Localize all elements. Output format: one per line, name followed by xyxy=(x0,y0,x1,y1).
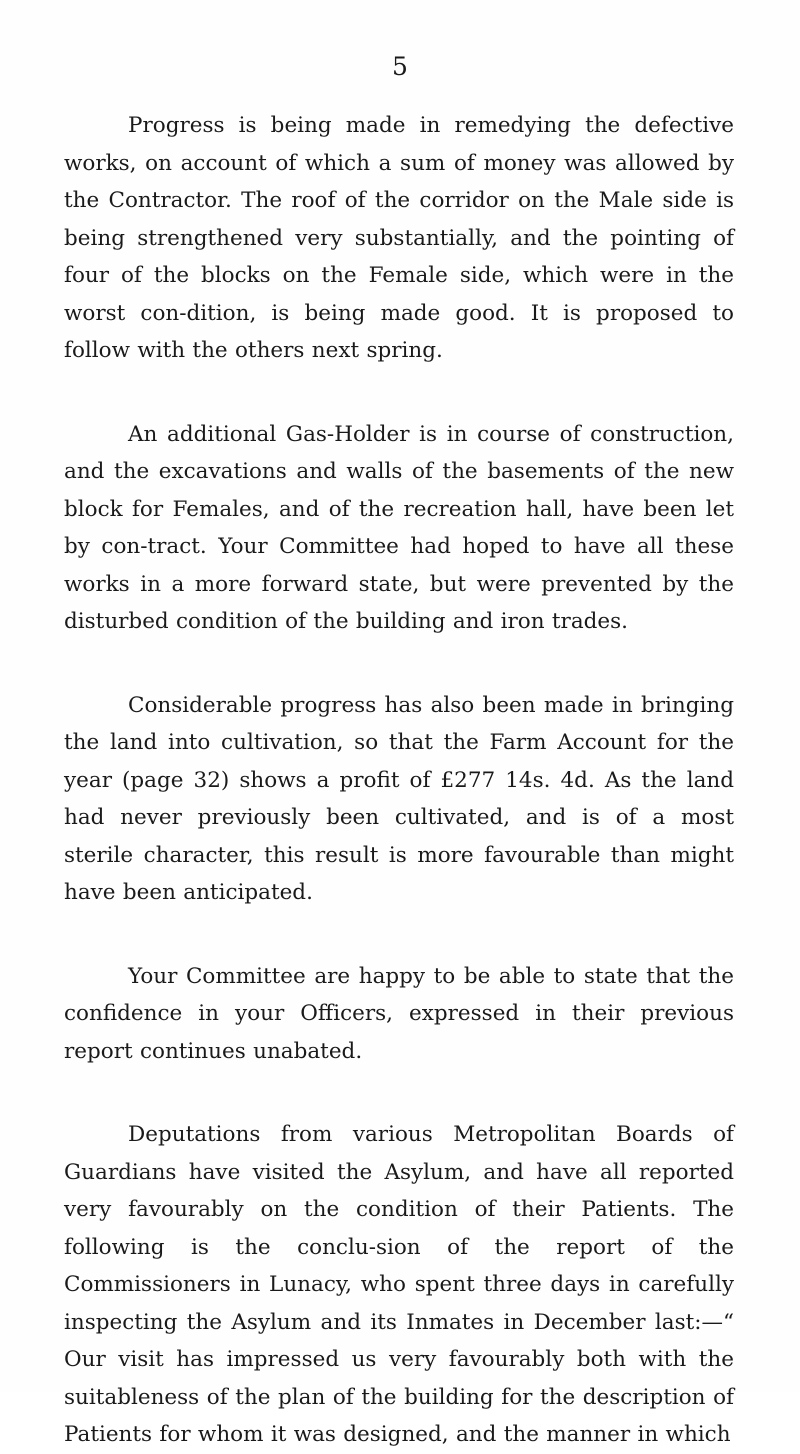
paragraph-officers-confidence: Your Committee are happy to be able to state that the confidence in your Officers, expressed in their previous report continues unabated. xyxy=(64,963,734,1064)
paragraph-gas-holder: An additional Gas-Holder is in course of construction, and the excavations and walls of the basements of the new block for Females, and of the recreation hall, have been let by con-tract. Your Committee had hoped to have all these works in a more forward state, but were prevented by the disturbed condition of the building and iron trades. xyxy=(64,421,734,634)
page-number: 5 xyxy=(392,52,408,81)
paragraph-farm-account: Considerable progress has also been made in bringing the land into cultivation, so that the Farm Account for the year (page 32) shows a profit of £277 14s. 4d. As the land had never previously been cultivated, and is of a most sterile character, this result is more favourable than might have been anticipated. xyxy=(64,692,734,905)
paragraph-defective-works: Progress is being made in remedying the defective works, on account of which a sum of money was allowed by the Contractor. The roof of the corridor on the Male side is being strengthened very substantially, and the pointing of four of the blocks on the Female side, which were in the worst con-dition, is being made good. It is proposed to follow with the others next spring. xyxy=(64,113,734,363)
paragraph-deputations: Deputations from various Metropolitan Boards of Guardians have visited the Asylum, and have all reported very favourably on the condition of their Patients. The following is the conclu-sion of the report of the Commissioners in Lunacy, who spent three days in carefully inspecting the Asylum and its Inmates in December last:—“ Our visit has impressed us very favourably both with the suitableness of the plan of the building for the description of Patients for whom it was designed, and the manner in which xyxy=(64,1122,734,1447)
body-text xyxy=(64,107,734,1454)
